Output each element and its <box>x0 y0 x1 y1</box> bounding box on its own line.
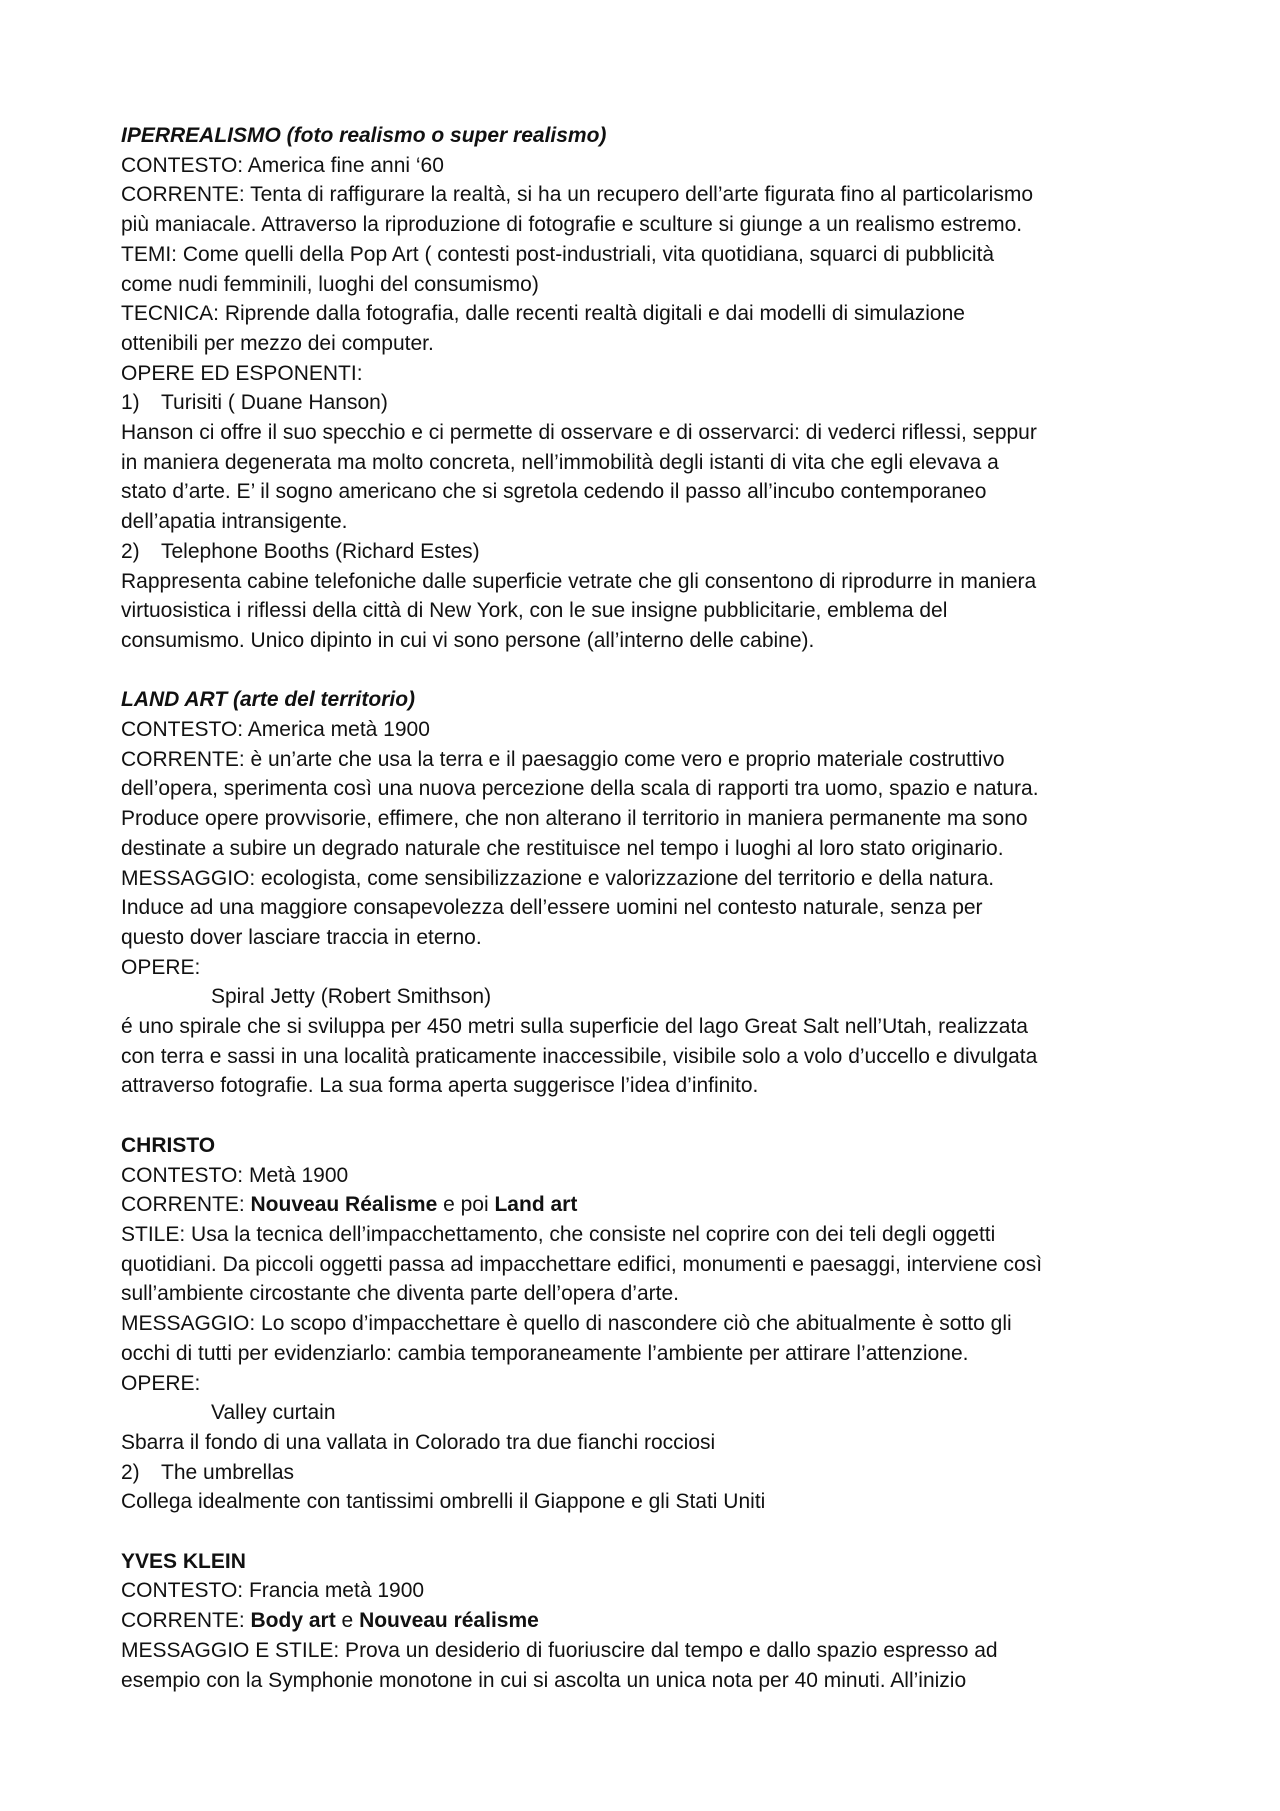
movement-name: Nouveau Réalisme <box>250 1193 438 1217</box>
text-line: MESSAGGIO: Lo scopo d’impacchettare è quello di nascondere ciò che abitualmente è sotto gli <box>121 1312 1012 1336</box>
spacer <box>121 656 1166 686</box>
text-line: CONTESTO: Metà 1900 <box>121 1163 349 1187</box>
text-line: OPERE ED ESPONENTI: <box>121 361 363 385</box>
text-line: CORRENTE: è un’arte che usa la terra e il paesaggio come vero e proprio materiale costruttivo <box>121 747 1005 771</box>
text-line: é uno spirale che si sviluppa per 450 metri sulla superficie del lago Great Salt nell’Utah, realizzata <box>121 1015 1028 1039</box>
text-line: quotidiani. Da piccoli oggetti passa ad impacchettare edifici, monumenti e paesaggi, interviene così <box>121 1252 1043 1276</box>
text-line: Induce ad una maggiore consapevolezza dell’essere uomini nel contesto naturale, senza per <box>121 896 983 920</box>
text-line: CONTESTO: Francia metà 1900 <box>121 1579 425 1603</box>
text-line: ottenibili per mezzo dei computer. <box>121 331 434 355</box>
connector: e poi <box>437 1193 495 1217</box>
list-number: 2) <box>121 1460 140 1484</box>
work-title: Valley curtain <box>211 1401 336 1425</box>
section-christo <box>121 1131 1166 1517</box>
section-land-art <box>121 685 1166 1101</box>
section-iperrealismo <box>121 121 1166 656</box>
text-line: occhi di tutti per evidenziarlo: cambia temporaneamente l’ambiente per attirare l’attenzione. <box>121 1341 969 1365</box>
work-title: Turisiti ( Duane Hanson) <box>161 391 388 415</box>
text-line: consumismo. Unico dipinto in cui vi sono persone (all’interno delle cabine). <box>121 628 815 652</box>
text-line: più maniacale. Attraverso la riproduzione di fotografie e sculture si giunge a un realismo estremo. <box>121 213 1023 237</box>
spacer <box>121 1517 1166 1547</box>
text-line: questo dover lasciare traccia in eterno. <box>121 925 482 949</box>
text-line: MESSAGGIO: ecologista, come sensibilizzazione e valorizzazione del territorio e della natura. <box>121 866 995 890</box>
text-line: Collega idealmente con tantissimi ombrelli il Giappone e gli Stati Uniti <box>121 1490 766 1514</box>
work-title: Telephone Booths (Richard Estes) <box>161 539 480 563</box>
text-line: dell’apatia intransigente. <box>121 510 348 534</box>
text-line: STILE: Usa la tecnica dell’impacchettamento, che consiste nel coprire con dei teli degli oggetti <box>121 1222 996 1246</box>
corrente-line <box>121 1190 1166 1220</box>
document-page <box>121 121 1166 1695</box>
text-line: OPERE: <box>121 1371 201 1395</box>
text-line: TECNICA: Riprende dalla fotografia, dalle recenti realtà digitali e dai modelli di simulazione <box>121 302 965 326</box>
label: CORRENTE: <box>121 1609 251 1633</box>
text-line: MESSAGGIO E STILE: Prova un desiderio di fuoriuscire dal tempo e dallo spazio espresso ad <box>121 1638 998 1662</box>
spacer <box>121 1101 1166 1131</box>
text-line: OPERE: <box>121 955 201 979</box>
section-title: IPERREALISMO (foto realismo o super realismo) <box>121 124 607 147</box>
connector: e <box>335 1609 360 1633</box>
text-line: CONTESTO: America fine anni ‘60 <box>121 153 444 177</box>
movement-name: Body art <box>250 1609 336 1633</box>
text-line: con terra e sassi in una località praticamente inaccessibile, visibile solo a volo d’uccello e divulgata <box>121 1044 1038 1068</box>
work-item <box>121 537 1166 567</box>
section-yves-klein <box>121 1547 1166 1696</box>
text-line: CONTESTO: America metà 1900 <box>121 718 430 742</box>
text-line: dell’opera, sperimenta così una nuova percezione della scala di rapporti tra uomo, spazio e natura. <box>121 777 1039 801</box>
text-line: Sbarra il fondo di una vallata in Colorado tra due fianchi rocciosi <box>121 1430 716 1454</box>
list-number: 2) <box>121 539 140 563</box>
text-line: come nudi femminili, luoghi del consumismo) <box>121 272 539 296</box>
section-title: LAND ART (arte del territorio) <box>121 688 416 712</box>
text-line: Rappresenta cabine telefoniche dalle superficie vetrate che gli consentono di riprodurre in maniera <box>121 569 1037 593</box>
work-title: The umbrellas <box>161 1460 295 1484</box>
text-line: attraverso fotografie. La sua forma aperta suggerisce l’idea d’infinito. <box>121 1074 759 1098</box>
work-item <box>121 1458 1166 1488</box>
movement-name: Nouveau réalisme <box>359 1609 539 1633</box>
text-line: TEMI: Come quelli della Pop Art ( contesti post-industriali, vita quotidiana, squarci di pubblicità <box>121 242 995 266</box>
label: CORRENTE: <box>121 1193 251 1217</box>
corrente-line <box>121 1606 1166 1636</box>
work-title: Spiral Jetty (Robert Smithson) <box>211 985 492 1009</box>
section-title: CHRISTO <box>121 1133 216 1157</box>
text-line: destinate a subire un degrado naturale che restituisce nel tempo i luoghi al loro stato originario. <box>121 836 1004 860</box>
text-line: esempio con la Symphonie monotone in cui si ascolta un unica nota per 40 minuti. All’inizio <box>121 1668 967 1692</box>
list-number: 1) <box>121 391 140 415</box>
text-line: Produce opere provvisorie, effimere, che non alterano il territorio in maniera permanente ma sono <box>121 807 1028 831</box>
text-line: CORRENTE: Tenta di raffigurare la realtà, si ha un recupero dell’arte figurata fino al particolarismo <box>121 183 1033 207</box>
text-line: sull’ambiente circostante che diventa parte dell’opera d’arte. <box>121 1282 679 1306</box>
text-line: in maniera degenerata ma molto concreta, nell’immobilità degli istanti di vita che egli elevava a <box>121 450 999 474</box>
section-title: YVES KLEIN <box>121 1549 246 1573</box>
text-line: stato d’arte. E’ il sogno americano che si sgretola cedendo il passo all’incubo contemporaneo <box>121 480 987 504</box>
text-line: Hanson ci offre il suo specchio e ci permette di osservare e di osservarci: di vederci riflessi, seppur <box>121 421 1037 445</box>
work-item <box>121 388 1166 418</box>
movement-name: Land art <box>494 1193 578 1217</box>
text-line: virtuosistica i riflessi della città di New York, con le sue insigne pubblicitarie, emblema del <box>121 599 948 623</box>
